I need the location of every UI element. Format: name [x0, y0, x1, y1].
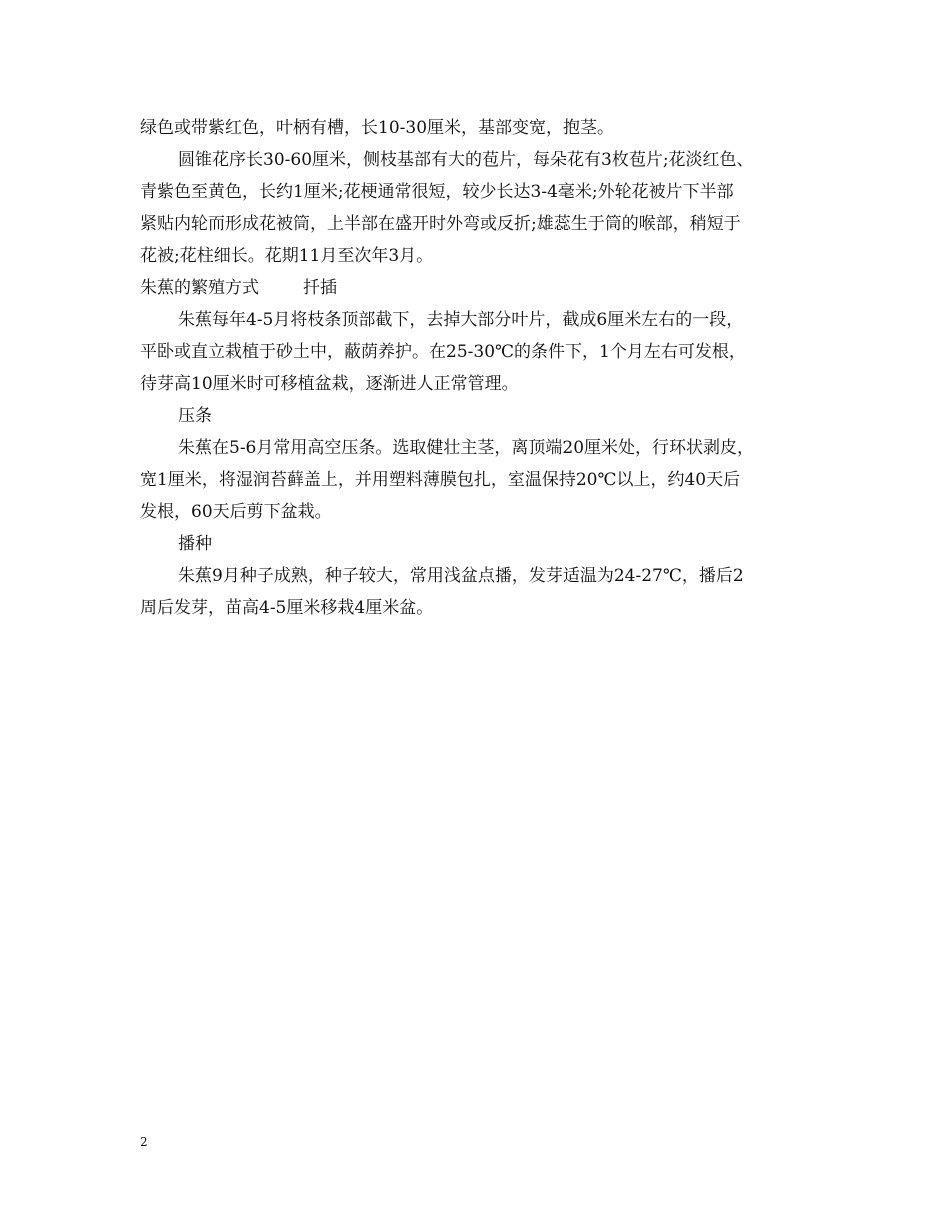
text-line: 朱蕉9月种子成熟，种子较大，常用浅盆点播，发芽适温为24-27℃，播后2 [178, 566, 744, 586]
text-line: 周后发芽，苗高4-5厘米移栽4厘米盆。 [140, 598, 434, 618]
text-line: 平卧或直立栽植于砂土中，蔽荫养护。在25-30℃的条件下，1个月左右可发根， [140, 342, 746, 362]
section-heading [140, 274, 820, 303]
method-heading-cutting: 扦插 [303, 278, 337, 298]
document-body [140, 114, 820, 626]
text-line: 青紫色至黄色，长约1厘米;花梗通常很短，较少长达3-4毫米;外轮花被片下半部 [140, 182, 734, 202]
paragraph-cutting [140, 306, 820, 399]
method-heading-sowing: 播种 [178, 534, 212, 554]
text-line: 绿色或带紫红色，叶柄有槽，长10-30厘米，基部变宽，抱茎。 [140, 118, 615, 138]
section-title: 朱蕉的繁殖方式 [140, 278, 259, 298]
paragraph-leaf [140, 114, 820, 143]
text-line: 朱蕉在5-6月常用高空压条。选取健壮主茎，离顶端20厘米处，行环状剥皮， [178, 438, 755, 458]
text-line: 花被;花柱细长。花期11月至次年3月。 [140, 246, 434, 266]
paragraph-layering [140, 434, 820, 527]
text-line: 紧贴内轮而形成花被筒，上半部在盛开时外弯或反折;雄蕊生于筒的喉部，稍短于 [140, 214, 741, 234]
text-line: 圆锥花序长30-60厘米，侧枝基部有大的苞片，每朵花有3枚苞片;花淡红色、 [178, 150, 754, 170]
text-line: 朱蕉每年4-5月将枝条顶部截下，去掉大部分叶片，截成6厘米左右的一段， [178, 310, 744, 330]
text-line: 待芽高10厘米时可移植盆栽，逐渐进人正常管理。 [140, 374, 519, 394]
paragraph-sowing [140, 562, 820, 623]
page-number: 2 [140, 1135, 148, 1149]
method-heading-layering: 压条 [178, 406, 212, 426]
text-line: 发根，60天后剪下盆栽。 [140, 502, 332, 522]
text-line: 宽1厘米，将湿润苔藓盖上，并用塑料薄膜包扎，室温保持20℃以上，约40天后 [140, 470, 741, 490]
paragraph-flower [140, 146, 820, 271]
